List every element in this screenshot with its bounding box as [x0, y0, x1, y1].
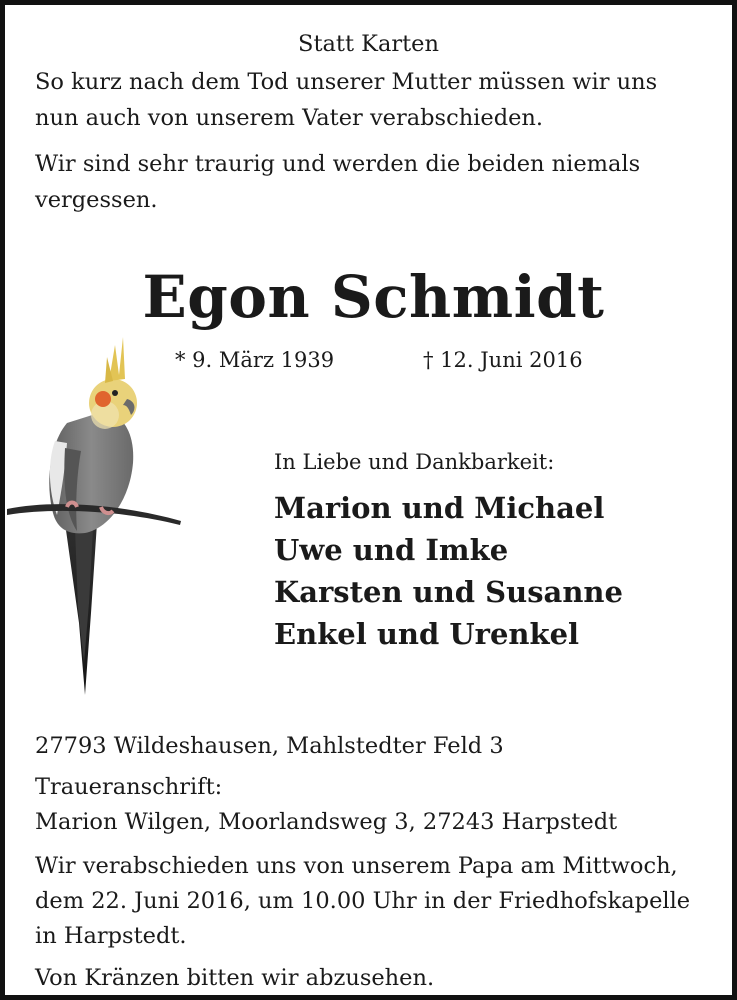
intro-line-2: nun auch von unserem Vater verabschieden.: [35, 105, 544, 131]
dedication-line: In Liebe und Dankbarkeit:: [274, 450, 555, 474]
birth-date: * 9. März 1939: [175, 348, 335, 372]
closing-line: Von Kränzen bitten wir abzusehen.: [35, 965, 435, 991]
mourner-1: Marion und Michael: [274, 491, 605, 525]
deceased-name: Egon Schmidt: [142, 263, 605, 331]
address-line: 27793 Wildeshausen, Mahlstedter Feld 3: [35, 733, 504, 759]
service-line-2: dem 22. Juni 2016, um 10.00 Uhr in der Friedhofskapelle: [35, 888, 691, 914]
service-line-3: in Harpstedt.: [35, 923, 187, 949]
intro-line-3: Wir sind sehr traurig und werden die beiden niemals: [35, 151, 641, 177]
intro-line-1: So kurz nach dem Tod unserer Mutter müssen wir uns: [35, 69, 658, 95]
heading-statt-karten: Statt Karten: [298, 31, 439, 57]
mourner-3: Karsten und Susanne: [274, 575, 623, 609]
mourner-2: Uwe und Imke: [274, 533, 509, 567]
mourner-4: Enkel und Urenkel: [274, 617, 580, 651]
death-date: † 12. Juni 2016: [423, 348, 583, 372]
service-line-1: Wir verabschieden uns von unserem Papa am Mittwoch,: [35, 853, 678, 879]
intro-line-4: vergessen.: [35, 187, 158, 213]
mourning-address-label: Traueranschrift:: [35, 774, 223, 800]
cockatiel-on-perch-icon: [5, 323, 195, 703]
mourning-address: Marion Wilgen, Moorlandsweg 3, 27243 Harpstedt: [35, 809, 618, 835]
